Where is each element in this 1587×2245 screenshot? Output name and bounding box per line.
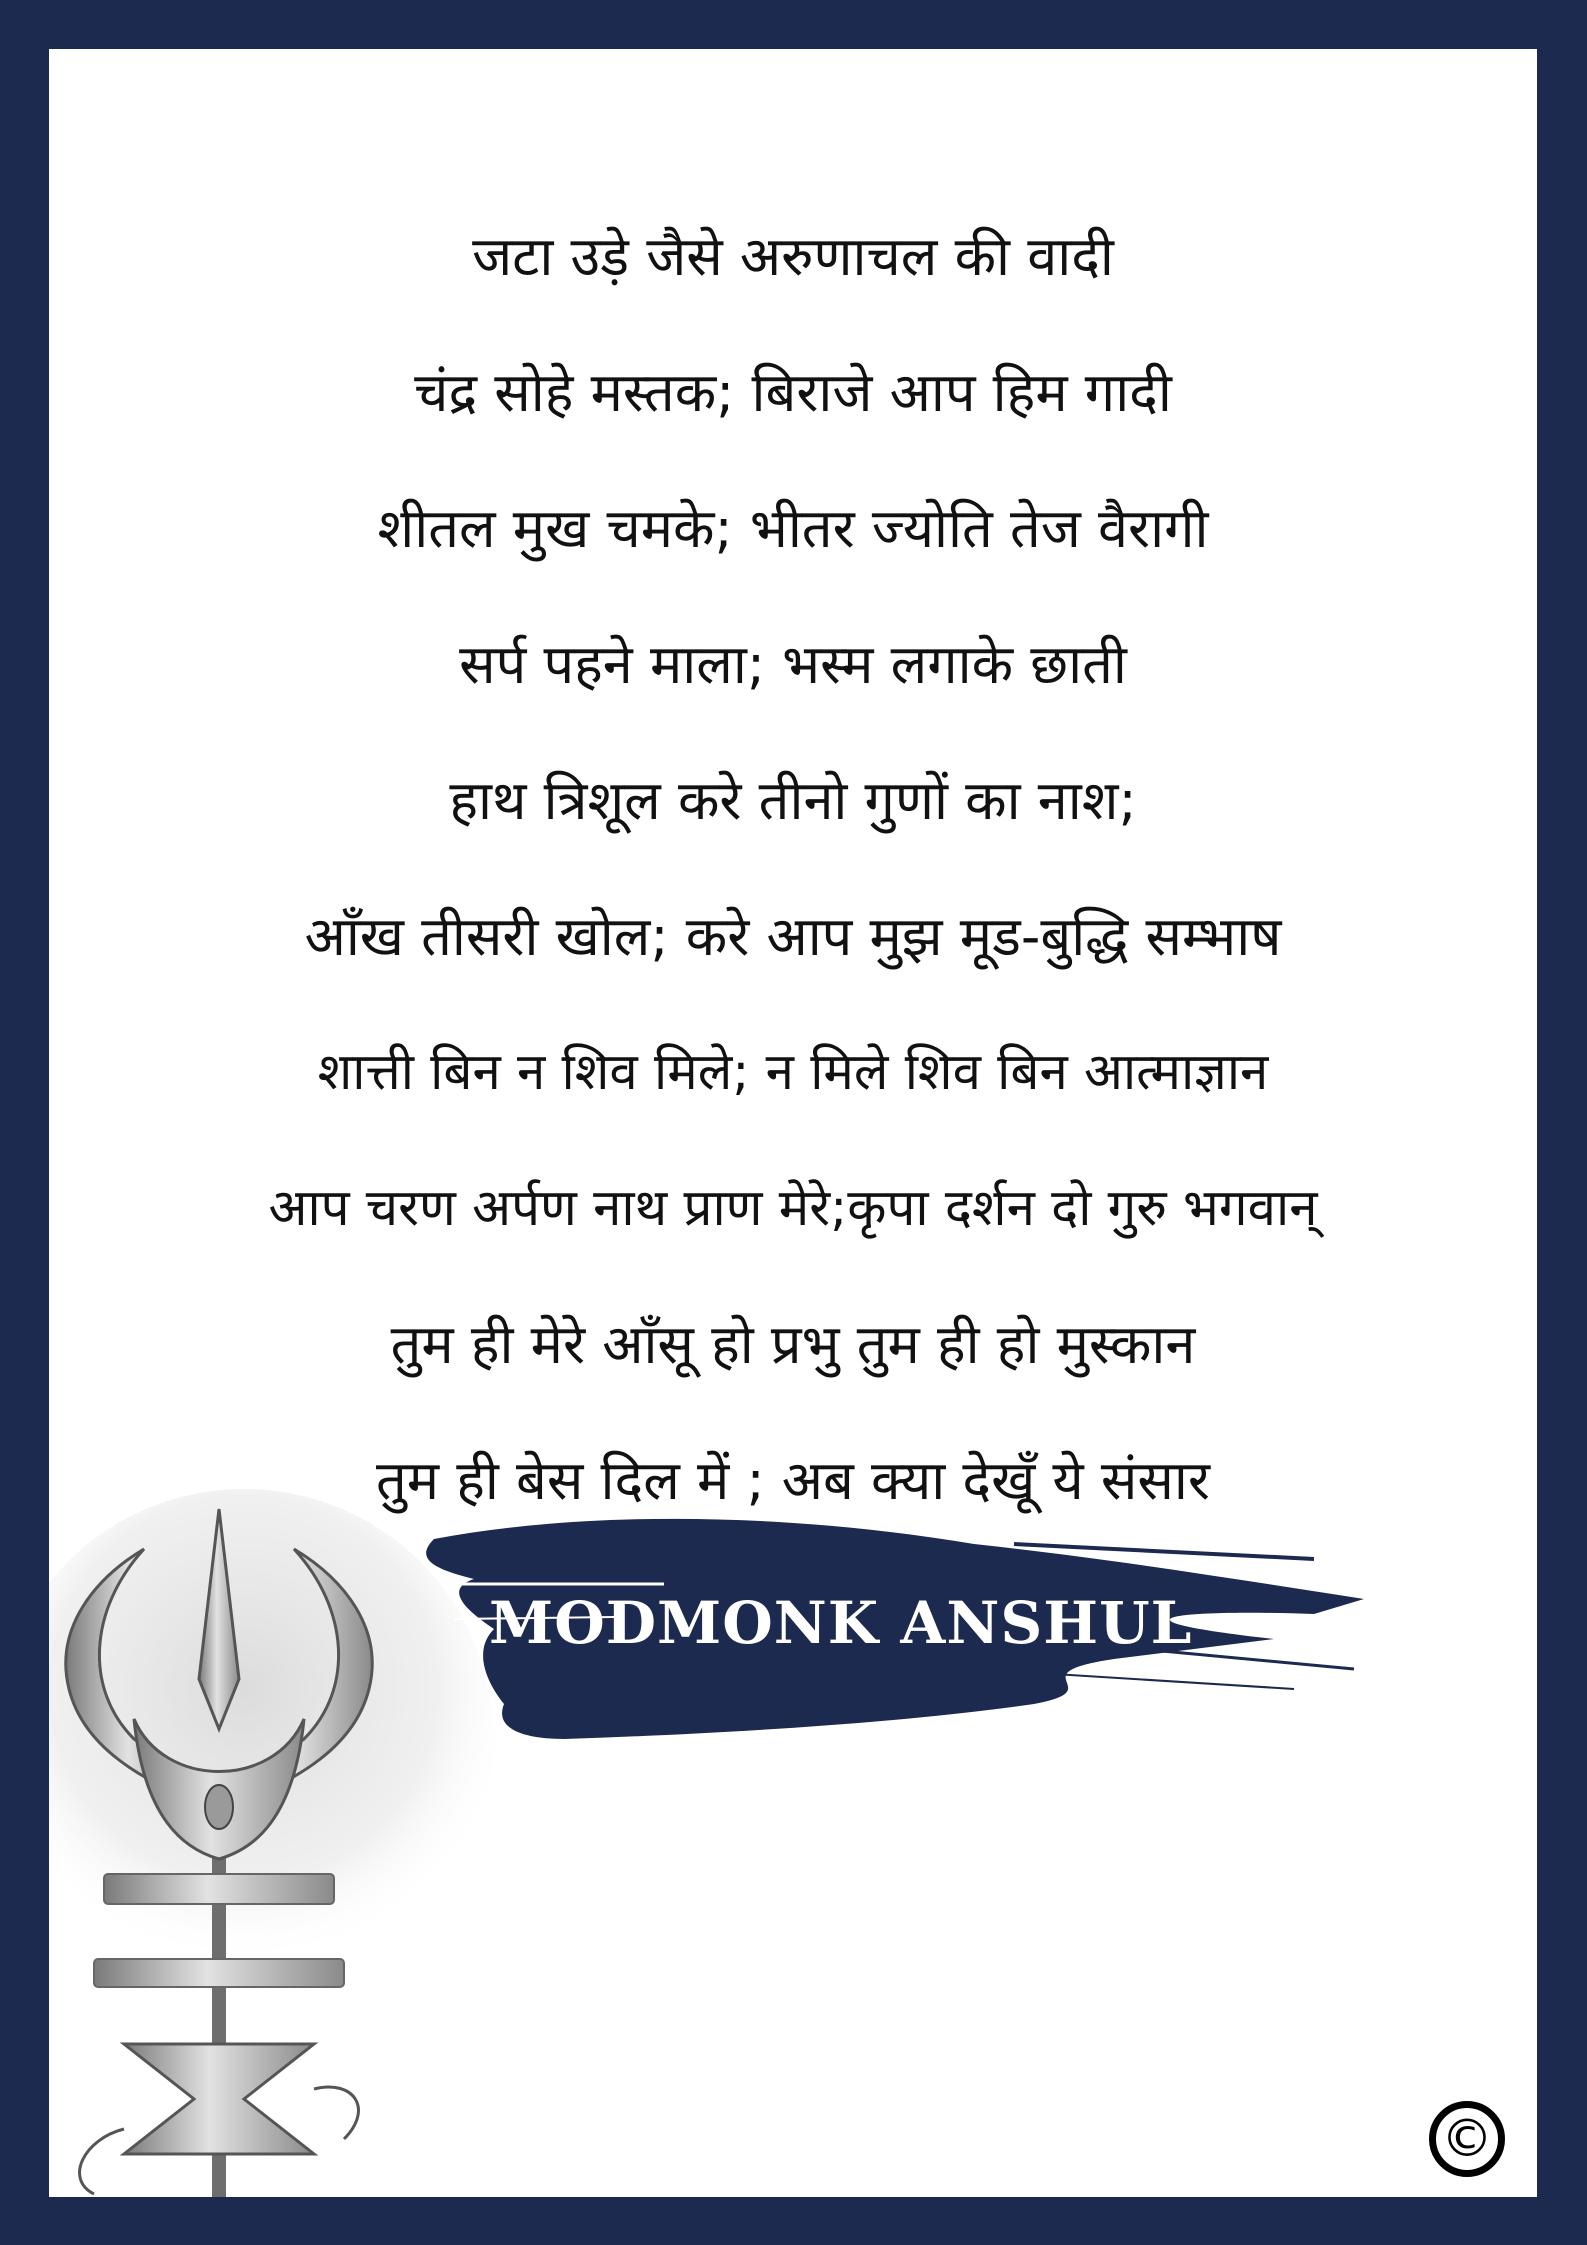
poem-line: शात्ती बिन न शिव मिले; न मिले शिव बिन आत्माज्ञान: [317, 1043, 1269, 1102]
poem-line: तुम ही मेरे आँसू हो प्रभु तुम ही हो मुस्कान: [390, 1313, 1196, 1376]
poem-line: सर्प पहने माला; भस्म लगाके छाती: [459, 633, 1127, 696]
poem-line: चंद्र सोहे मस्तक; बिराजे आप हिम गादी: [414, 361, 1172, 424]
poem-card: [49, 49, 1537, 2197]
poem-line: तुम ही बेस दिल में ; अब क्या देखूँ ये संसार: [375, 1449, 1210, 1512]
poem-body: [49, 189, 1537, 1549]
poem-line: हाथ त्रिशूल करे तीनो गुणों का नाश;: [449, 769, 1137, 832]
poem-line: शीतल मुख चमके; भीतर ज्योति तेज वैरागी: [377, 497, 1209, 560]
poem-line: जटा उड़े जैसे अरुणाचल की वादी: [472, 225, 1114, 288]
poem-line: आँख तीसरी खोल; करे आप मुझ मूड-बुद्धि सम्भाष: [304, 905, 1282, 968]
author-name: MODMONK ANSHUL: [489, 1589, 1193, 1657]
copyright-icon: ©: [1429, 2101, 1505, 2177]
poem-line: आप चरण अर्पण नाथ प्राण मेरे;कृपा दर्शन दो गुरु भगवान्: [268, 1179, 1318, 1238]
